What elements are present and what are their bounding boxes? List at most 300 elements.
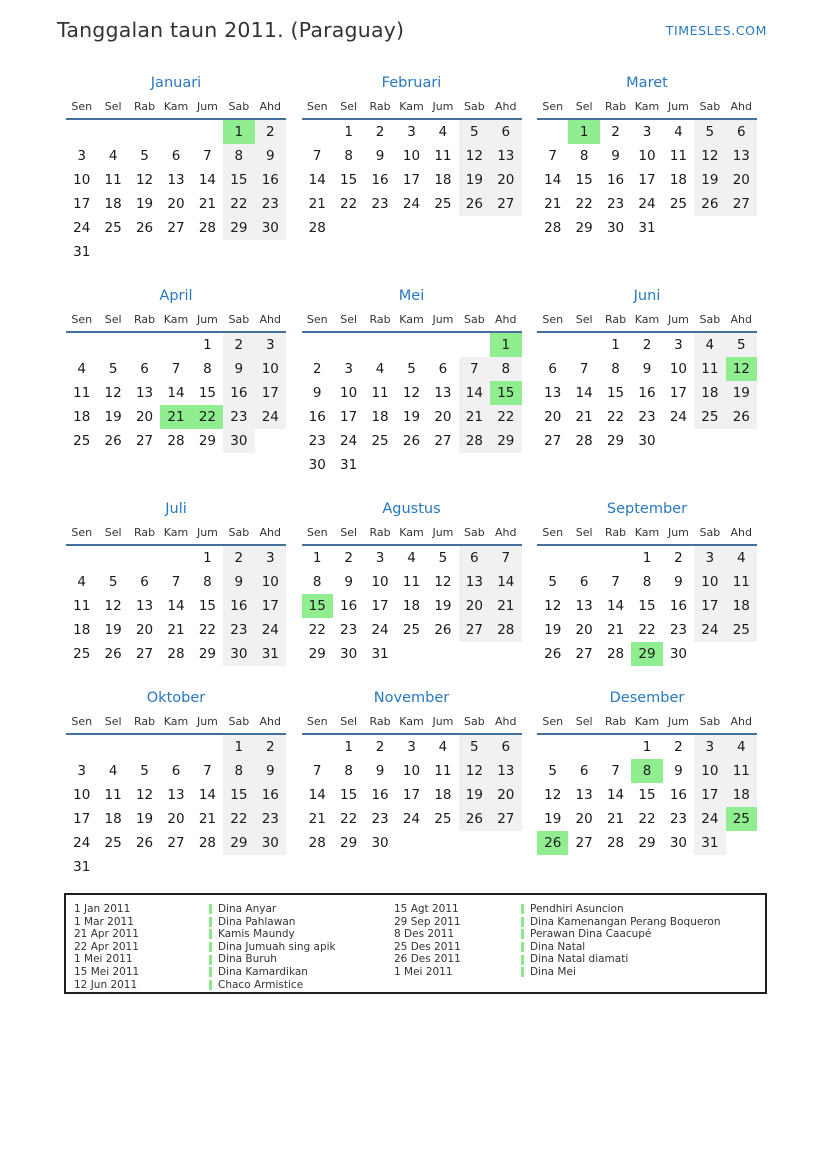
- day-cell: 5: [459, 735, 490, 759]
- month-title: September: [606, 501, 688, 517]
- weekday-label: Sab: [463, 100, 485, 113]
- weekday-label: Kam: [634, 313, 660, 326]
- day-cell: 28: [167, 433, 185, 449]
- day-cell: 23: [255, 807, 286, 831]
- day-cell-empty: [302, 120, 333, 144]
- day-cell: 22: [308, 622, 326, 638]
- week-row: [66, 333, 286, 357]
- day-cell: 12: [459, 144, 490, 168]
- day-cell: 17: [694, 783, 725, 807]
- day-cell: 4: [674, 124, 683, 140]
- day-cell: 1: [642, 550, 652, 566]
- day-cell: 16: [308, 409, 326, 425]
- day-cell: 3: [255, 333, 286, 357]
- week-row: [66, 735, 286, 759]
- day-cell: 7: [611, 574, 620, 590]
- day-cell: 11: [104, 172, 122, 188]
- day-cell: 29: [223, 831, 254, 855]
- day-cell: 12: [402, 385, 421, 401]
- day-cell: 30: [638, 433, 656, 449]
- day-cell: 11: [726, 570, 757, 594]
- weekday-label: Sel: [575, 100, 593, 113]
- week-row: [66, 642, 286, 666]
- day-cell: 16: [606, 172, 625, 188]
- week-row: [537, 642, 757, 666]
- weekday-label: Ahd: [495, 313, 517, 326]
- day-cell-empty: [97, 333, 128, 357]
- day-cell: 22: [638, 622, 656, 638]
- month-mei: [302, 288, 522, 477]
- day-cell-empty: [129, 855, 160, 879]
- holiday-name: Kamis Maundy: [209, 928, 394, 941]
- day-cell: 19: [104, 409, 122, 425]
- day-cell-empty: [396, 453, 427, 477]
- day-cell-empty: [160, 855, 191, 879]
- weekday-label: Jum: [667, 715, 689, 728]
- day-cell: 10: [255, 570, 286, 594]
- weekday-label: Ahd: [259, 100, 282, 113]
- day-cell: 4: [694, 333, 725, 357]
- day-cell: 18: [434, 787, 452, 803]
- month-title: Februari: [381, 75, 442, 91]
- day-cell: 16: [223, 594, 254, 618]
- day-cell: 2: [344, 550, 353, 566]
- week-row: [66, 168, 286, 192]
- day-cell: 18: [726, 783, 757, 807]
- week-row: [537, 831, 757, 855]
- holiday-name: Dina Kamardikan: [209, 966, 394, 979]
- week-row: [537, 120, 757, 144]
- day-cell: 4: [407, 550, 416, 566]
- day-cell-empty: [459, 642, 490, 666]
- weekday-label: Sel: [340, 313, 358, 326]
- month-title: Maret: [626, 75, 668, 91]
- day-cell: 14: [544, 172, 562, 188]
- day-cell: 21: [308, 811, 326, 827]
- day-cell: 8: [611, 361, 620, 377]
- week-row: [302, 642, 522, 666]
- day-cell: 20: [434, 409, 452, 425]
- day-cell: 29: [490, 429, 521, 453]
- weekday-label: Rab: [134, 313, 156, 326]
- day-cell: 24: [255, 618, 286, 642]
- holiday-date: 22 Apr 2011: [74, 940, 139, 953]
- day-cell: 26: [537, 831, 568, 855]
- day-cell: 23: [669, 811, 688, 827]
- weekday-label: Ahd: [495, 715, 517, 728]
- week-row: [66, 759, 286, 783]
- month-januari: [66, 75, 286, 264]
- day-cell: 6: [140, 361, 149, 377]
- day-cell: 28: [490, 618, 521, 642]
- day-cell: 26: [135, 220, 154, 236]
- day-cell: 17: [255, 594, 286, 618]
- day-cell: 28: [459, 429, 490, 453]
- day-cell: 19: [694, 168, 725, 192]
- day-cell: 16: [371, 787, 389, 803]
- day-cell: 27: [575, 835, 593, 851]
- day-cell: 3: [344, 361, 353, 377]
- holiday-marker-icon: [209, 955, 212, 965]
- holiday-name: Dina Kamenangan Perang Boqueron: [521, 916, 759, 929]
- holiday-marker-icon: [521, 917, 524, 927]
- day-cell: 3: [642, 124, 652, 140]
- weekday-label: Jum: [196, 715, 218, 728]
- day-cell: 14: [198, 787, 217, 803]
- day-cell: 29: [198, 433, 217, 449]
- holiday-date: 15 Mei 2011: [74, 965, 140, 978]
- day-cell-empty: [66, 120, 97, 144]
- holiday-name: Dina Natal: [521, 941, 759, 954]
- weekday-label: Sab: [699, 313, 721, 326]
- day-cell: 22: [192, 405, 223, 429]
- weekday-label: Ahd: [730, 526, 753, 539]
- day-cell: 15: [490, 381, 521, 405]
- week-row: [66, 570, 286, 594]
- day-cell: 25: [104, 220, 122, 236]
- day-cell: 24: [371, 622, 389, 638]
- month-title: Agustus: [382, 501, 441, 517]
- holiday-name: Dina Jumuah sing apik: [209, 941, 394, 954]
- day-cell: 27: [726, 192, 757, 216]
- day-cell: 30: [255, 831, 286, 855]
- day-cell: 9: [375, 763, 385, 779]
- week-row: [66, 618, 286, 642]
- day-cell: 8: [312, 574, 322, 590]
- day-cell: 20: [726, 168, 757, 192]
- week-row: [537, 594, 757, 618]
- weekday-label: Kam: [634, 526, 660, 539]
- day-cell: 6: [490, 735, 521, 759]
- day-cell: 11: [104, 787, 122, 803]
- day-cell: 7: [171, 361, 181, 377]
- weekday-label: Sel: [340, 715, 358, 728]
- day-cell-empty: [427, 453, 458, 477]
- day-cell: 20: [490, 783, 521, 807]
- day-cell: 21: [575, 409, 593, 425]
- day-cell: 14: [167, 385, 185, 401]
- day-cell: 9: [255, 144, 286, 168]
- day-cell: 27: [490, 192, 521, 216]
- day-cell: 12: [104, 598, 122, 614]
- holiday-date: 26 Des 2011: [394, 953, 461, 966]
- day-cell: 11: [434, 148, 452, 164]
- day-cell: 16: [371, 172, 389, 188]
- day-cell: 22: [223, 807, 254, 831]
- day-cell: 23: [606, 196, 625, 212]
- day-cell-empty: [97, 855, 128, 879]
- day-cell-empty: [129, 240, 160, 264]
- day-cell: 20: [135, 622, 154, 638]
- day-cell-empty: [160, 333, 191, 357]
- day-cell: 18: [694, 381, 725, 405]
- day-cell: 1: [490, 333, 521, 357]
- day-cell: 20: [167, 811, 185, 827]
- day-cell: 29: [308, 646, 326, 662]
- day-cell: 7: [203, 148, 212, 164]
- day-cell: 29: [340, 835, 358, 851]
- holiday-date: 15 Agt 2011: [394, 903, 459, 915]
- day-cell: 17: [694, 594, 725, 618]
- weekday-label: Sab: [699, 100, 721, 113]
- day-cell-empty: [129, 120, 160, 144]
- day-cell: 13: [544, 385, 562, 401]
- day-cell: 20: [490, 168, 521, 192]
- day-cell: 2: [674, 550, 683, 566]
- weekdays-header-row: [302, 715, 522, 735]
- day-cell: 8: [203, 361, 212, 377]
- day-cell: 15: [606, 385, 625, 401]
- day-cell-empty: [302, 333, 333, 357]
- day-cell: 29: [223, 216, 254, 240]
- weekday-label: Sen: [306, 100, 328, 113]
- day-cell: 6: [548, 361, 557, 377]
- day-cell: 30: [669, 646, 688, 662]
- day-cell: 4: [108, 763, 118, 779]
- weekday-label: Sel: [340, 100, 358, 113]
- day-cell: 23: [340, 622, 358, 638]
- day-cell: 30: [371, 835, 389, 851]
- day-cell: 22: [198, 622, 217, 638]
- day-cell: 18: [73, 409, 91, 425]
- weekday-label: Sel: [575, 526, 593, 539]
- week-row: [66, 783, 286, 807]
- page-header: [57, 18, 767, 42]
- week-row: [66, 120, 286, 144]
- holiday-date: 1 Mar 2011: [74, 915, 134, 928]
- day-cell: 1: [568, 120, 599, 144]
- weekday-label: Jum: [432, 526, 454, 539]
- day-cell: 11: [73, 385, 91, 401]
- day-cell: 16: [255, 168, 286, 192]
- day-cell: 9: [375, 148, 385, 164]
- day-cell: 13: [726, 144, 757, 168]
- holidays-legend-box: [64, 893, 767, 994]
- day-cell: 22: [223, 192, 254, 216]
- weekday-label: Sen: [71, 313, 93, 326]
- day-cell: 20: [575, 811, 593, 827]
- weekday-label: Sab: [228, 313, 250, 326]
- month-september: [537, 501, 757, 666]
- day-cell: 23: [255, 192, 286, 216]
- weekday-label: Sel: [104, 715, 122, 728]
- day-cell: 13: [167, 787, 185, 803]
- day-cell: 4: [108, 148, 118, 164]
- day-cell: 26: [459, 807, 490, 831]
- day-cell: 28: [198, 220, 217, 236]
- month-april: [66, 288, 286, 453]
- day-cell: 12: [434, 574, 452, 590]
- day-cell: 16: [638, 385, 656, 401]
- day-cell: 3: [375, 550, 385, 566]
- day-cell: 26: [459, 192, 490, 216]
- week-row: [66, 546, 286, 570]
- day-cell: 1: [203, 550, 212, 566]
- day-cell-empty: [333, 333, 364, 357]
- month-juni: [537, 288, 757, 453]
- week-row: [302, 120, 522, 144]
- day-cell: 5: [140, 148, 149, 164]
- day-cell: 30: [669, 835, 688, 851]
- day-cell: 30: [223, 429, 254, 453]
- day-cell: 17: [371, 598, 389, 614]
- day-cell: 14: [308, 787, 326, 803]
- day-cell: 14: [459, 381, 490, 405]
- day-cell-empty: [364, 333, 395, 357]
- day-cell: 6: [171, 763, 181, 779]
- day-cell: 17: [340, 409, 358, 425]
- day-cell: 22: [340, 196, 358, 212]
- day-cell-empty: [537, 546, 568, 570]
- page-title: Tanggalan taun 2011. (Paraguay): [57, 18, 405, 42]
- day-cell: 7: [611, 763, 620, 779]
- holiday-name: Dina Mei: [521, 966, 759, 979]
- week-row: [66, 594, 286, 618]
- day-cell-empty: [160, 546, 191, 570]
- week-row: [302, 429, 522, 453]
- month-maret: [537, 75, 757, 240]
- day-cell: 8: [490, 357, 521, 381]
- day-cell: 21: [606, 622, 625, 638]
- holiday-marker-icon: [521, 955, 524, 965]
- day-cell: 28: [606, 646, 625, 662]
- holiday-name: Dina Buruh: [209, 953, 394, 966]
- weekday-label: Sen: [542, 100, 564, 113]
- weekday-label: Rab: [134, 715, 156, 728]
- day-cell: 25: [73, 646, 91, 662]
- day-cell: 10: [371, 574, 389, 590]
- day-cell: 24: [340, 433, 358, 449]
- day-cell: 24: [669, 409, 688, 425]
- weekday-label: Kam: [399, 313, 424, 326]
- day-cell: 13: [135, 385, 154, 401]
- weekday-label: Rab: [369, 100, 391, 113]
- day-cell: 23: [223, 618, 254, 642]
- day-cell: 17: [402, 787, 421, 803]
- weekday-label: Ahd: [495, 526, 517, 539]
- week-row: [537, 381, 757, 405]
- day-cell: 29: [198, 646, 217, 662]
- day-cell: 8: [344, 763, 353, 779]
- day-cell-empty: [97, 120, 128, 144]
- weekdays-header-row: [537, 313, 757, 333]
- day-cell: 24: [73, 835, 91, 851]
- week-row: [66, 357, 286, 381]
- day-cell: 29: [575, 220, 593, 236]
- week-row: [537, 405, 757, 429]
- day-cell: 29: [606, 433, 625, 449]
- day-cell: 27: [167, 835, 185, 851]
- day-cell: 15: [198, 385, 217, 401]
- day-cell: 27: [459, 618, 490, 642]
- day-cell: 30: [255, 216, 286, 240]
- day-cell: 12: [544, 598, 562, 614]
- day-cell-empty: [726, 216, 757, 240]
- day-cell: 5: [108, 574, 118, 590]
- day-cell: 9: [674, 574, 683, 590]
- day-cell-empty: [333, 216, 364, 240]
- day-cell: 17: [73, 811, 91, 827]
- holiday-marker-icon: [209, 980, 212, 990]
- day-cell: 7: [548, 148, 557, 164]
- site-link[interactable]: TIMESLES.COM: [665, 23, 767, 38]
- day-cell: 19: [459, 783, 490, 807]
- day-cell-empty: [364, 216, 395, 240]
- day-cell: 3: [694, 546, 725, 570]
- day-cell: 6: [171, 148, 181, 164]
- weekday-label: Jum: [667, 100, 689, 113]
- day-cell: 4: [77, 361, 86, 377]
- day-cell-empty: [726, 831, 757, 855]
- weekday-label: Jum: [432, 313, 454, 326]
- day-cell: 16: [340, 598, 358, 614]
- day-cell-empty: [600, 735, 631, 759]
- day-cell-empty: [427, 831, 458, 855]
- day-cell: 7: [490, 546, 521, 570]
- day-cell: 5: [548, 574, 557, 590]
- day-cell: 1: [642, 739, 652, 755]
- day-cell: 21: [544, 196, 562, 212]
- weekday-label: Sab: [699, 526, 721, 539]
- day-cell: 26: [104, 433, 122, 449]
- holiday-date: 29 Sep 2011: [394, 915, 461, 928]
- month-title: Juni: [633, 288, 661, 304]
- day-cell: 28: [606, 835, 625, 851]
- day-cell: 10: [669, 361, 688, 377]
- day-cell: 10: [73, 172, 91, 188]
- day-cell: 5: [726, 333, 757, 357]
- day-cell: 7: [579, 361, 589, 377]
- day-cell: 15: [575, 172, 593, 188]
- day-cell: 21: [459, 405, 490, 429]
- day-cell: 12: [104, 385, 122, 401]
- day-cell: 19: [544, 622, 562, 638]
- day-cell: 28: [198, 835, 217, 851]
- day-cell: 31: [73, 244, 91, 260]
- day-cell: 8: [344, 148, 353, 164]
- day-cell-empty: [302, 735, 333, 759]
- day-cell: 25: [694, 405, 725, 429]
- week-row: [302, 831, 522, 855]
- week-row: [537, 618, 757, 642]
- day-cell: 31: [371, 646, 389, 662]
- holiday-name: Dina Anyar: [209, 903, 394, 916]
- weekday-label: Sen: [306, 526, 328, 539]
- day-cell: 27: [544, 433, 562, 449]
- day-cell: 22: [340, 811, 358, 827]
- holidays-column-right: [394, 903, 759, 986]
- day-cell-empty: [192, 120, 223, 144]
- day-cell: 28: [167, 646, 185, 662]
- week-row: [66, 807, 286, 831]
- day-cell-empty: [97, 735, 128, 759]
- holiday-date: 8 Des 2011: [394, 928, 455, 941]
- week-row: [537, 333, 757, 357]
- day-cell: 11: [669, 148, 688, 164]
- day-cell: 1: [312, 550, 322, 566]
- week-row: [302, 357, 522, 381]
- day-cell: 9: [223, 357, 254, 381]
- holiday-name: Dina Pahlawan: [209, 916, 394, 929]
- day-cell: 8: [642, 574, 652, 590]
- weekday-label: Rab: [369, 526, 391, 539]
- day-cell: 4: [77, 574, 86, 590]
- day-cell-empty: [396, 216, 427, 240]
- day-cell: 21: [490, 594, 521, 618]
- day-cell: 2: [255, 735, 286, 759]
- month-title: Desember: [609, 690, 685, 706]
- weekdays-header-row: [302, 313, 522, 333]
